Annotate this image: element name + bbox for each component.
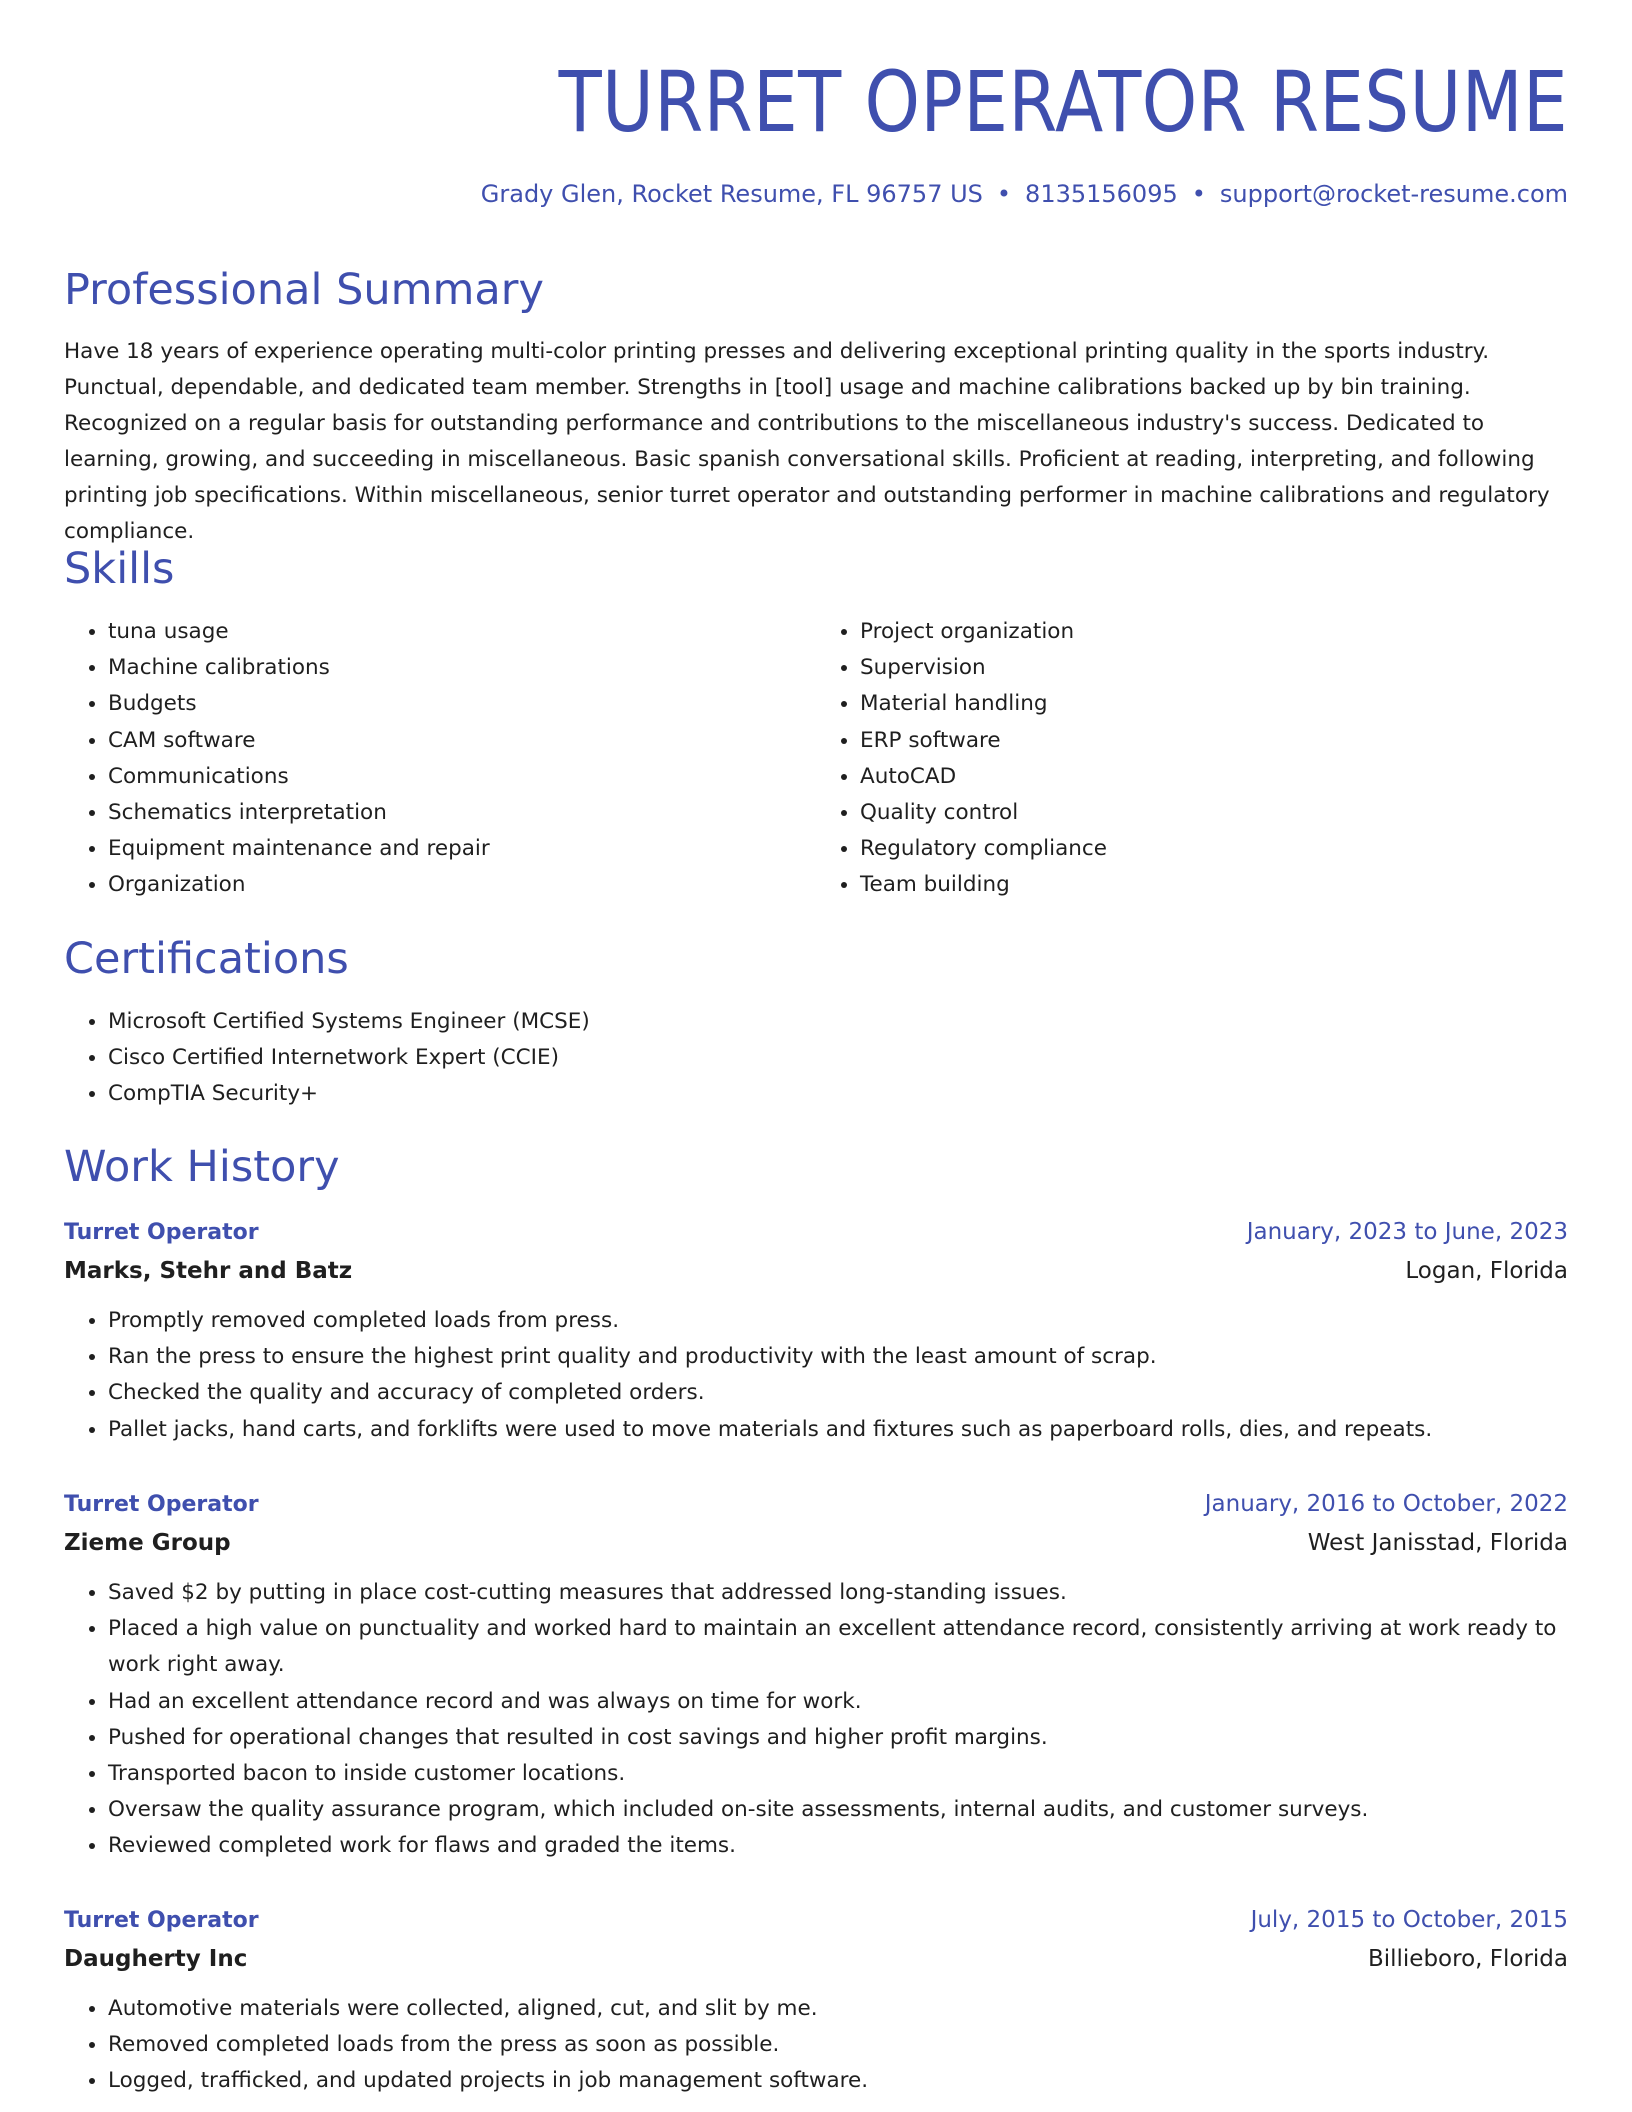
skill-item: • Material handling [860, 686, 1568, 722]
job-title: Turret Operator [64, 1492, 259, 1517]
contact-separator: • [1191, 180, 1206, 208]
job-bullet: • Pallet jacks, hand carts, and forklifts were used to move materials and fixtures such as paperboard rolls, dies, and repeats. [108, 1412, 1568, 1448]
skills-list-right [816, 614, 1568, 904]
skill-item: • AutoCAD [860, 759, 1568, 795]
resume-page [64, 0, 1568, 2094]
job-subheader [64, 1939, 1568, 1979]
job-dates: January, 2023 to June, 2023 [1246, 1219, 1568, 1245]
skill-item: • Regulatory compliance [860, 831, 1568, 867]
job-bullet: • Reviewed completed work for flaws and graded the items. [108, 1828, 1568, 1864]
skill-item: • Quality control [860, 795, 1568, 831]
job-bullets [64, 1991, 1568, 2100]
skill-item: • Machine calibrations [108, 650, 816, 686]
skill-item: • Schematics interpretation [108, 795, 816, 831]
job-subheader [64, 1523, 1568, 1563]
job-bullet: • Oversaw the quality assurance program, which included on-site assessments, internal audits, and customer surveys. [108, 1792, 1568, 1828]
skill-item: • ERP software [860, 723, 1568, 759]
job-location: Logan, Florida [1405, 1258, 1568, 1284]
certification-item: • Microsoft Certified Systems Engineer (MCSE) [108, 1004, 1612, 1040]
resume-title: TURRET OPERATOR RESUME [558, 53, 1568, 151]
contact-address: Grady Glen, Rocket Resume, FL 96757 US [480, 180, 983, 208]
skill-item: • Equipment maintenance and repair [108, 831, 816, 867]
job-company: Zieme Group [64, 1530, 231, 1556]
certifications-heading: Certifications [64, 934, 349, 984]
skill-item: • Project organization [860, 614, 1568, 650]
certification-item: • Cisco Certified Internetwork Expert (CCIE) [108, 1040, 1612, 1076]
contact-line [64, 180, 1568, 208]
job-header [64, 1214, 1568, 1251]
job-bullet: • Had an excellent attendance record and was always on time for work. [108, 1684, 1568, 1720]
job-bullet: • Placed a high value on punctuality and worked hard to maintain an excellent attendance record, consistently arriving at work ready to work right away. [108, 1611, 1568, 1683]
job-location: Billieboro, Florida [1367, 1946, 1568, 1972]
skill-item: • Organization [108, 867, 816, 903]
job-title: Turret Operator [64, 1908, 259, 1933]
job-company: Daugherty Inc [64, 1946, 248, 1972]
skill-item: • Supervision [860, 650, 1568, 686]
job-bullet: • Automotive materials were collected, aligned, cut, and slit by me. [108, 1991, 1568, 2027]
summary-heading: Professional Summary [64, 265, 544, 315]
job-bullet: • Ran the press to ensure the highest print quality and productivity with the least amount of scrap. [108, 1339, 1568, 1375]
skill-item: • Communications [108, 759, 816, 795]
contact-phone: 8135156095 [1025, 180, 1178, 208]
job-bullet: • Saved $2 by putting in place cost-cutting measures that addressed long-standing issues. [108, 1575, 1568, 1611]
summary-text: Have 18 years of experience operating multi-color printing presses and delivering exceptional printing quality in the sports industry. Punctual, dependable, and dedicated team member. Strengths in [tool] usage and machine calibrations backed up by bin training. Recognized on a regular basis for outstanding performance and contributions to the miscellaneous industry's success. Dedicated to learning, growing, and succeeding in miscellaneous. Basic spanish conversational skills. Proficient at reading, interpreting, and following printing job specifications. Within miscellaneous, senior turret operator and outstanding performer in machine calibrations and regulatory compliance. [64, 339, 1550, 544]
certification-item: • CompTIA Security+ [108, 1076, 1612, 1112]
job-entry [64, 1486, 1568, 1865]
job-bullets [64, 1575, 1568, 1865]
skills-list-left [64, 614, 816, 904]
contact-email[interactable]: support@rocket-resume.com [1219, 180, 1568, 208]
job-title: Turret Operator [64, 1220, 259, 1245]
skill-item: • CAM software [108, 723, 816, 759]
job-bullet: • Checked the quality and accuracy of completed orders. [108, 1375, 1568, 1411]
job-bullet: • Pushed for operational changes that resulted in cost savings and higher profit margins. [108, 1720, 1568, 1756]
job-subheader [64, 1251, 1568, 1291]
job-location: West Janisstad, Florida [1307, 1530, 1568, 1556]
job-header [64, 1902, 1568, 1939]
job-bullet: • Promptly removed completed loads from press. [108, 1303, 1568, 1339]
job-bullet: • Removed completed loads from the press as soon as possible. [108, 2027, 1568, 2063]
skill-item: • tuna usage [108, 614, 816, 650]
skills-heading: Skills [64, 544, 175, 594]
job-bullet: • Logged, trafficked, and updated projects in job management software. [108, 2063, 1568, 2099]
job-bullet: • Transported bacon to inside customer locations. [108, 1756, 1568, 1792]
skills-columns [64, 614, 1568, 904]
job-entry [64, 1902, 1568, 2100]
job-header [64, 1486, 1568, 1523]
contact-separator: • [996, 180, 1012, 208]
skill-item: • Budgets [108, 686, 816, 722]
job-dates: January, 2016 to October, 2022 [1204, 1491, 1568, 1517]
certifications-list [64, 1004, 1612, 1113]
skill-item: • Team building [860, 867, 1568, 903]
job-bullets [64, 1303, 1568, 1448]
job-dates: July, 2015 to October, 2015 [1250, 1907, 1568, 1933]
job-entry [64, 1214, 1568, 1448]
work-history-heading: Work History [64, 1142, 340, 1192]
job-company: Marks, Stehr and Batz [64, 1258, 353, 1284]
